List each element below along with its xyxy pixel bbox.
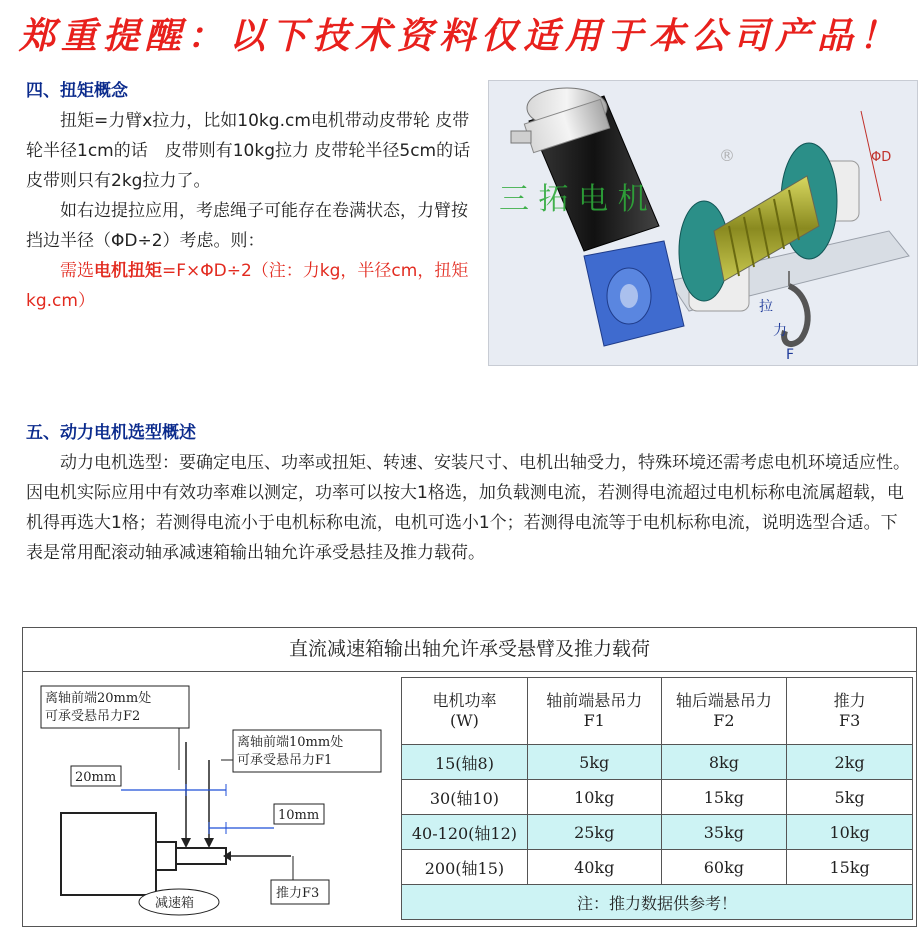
header-f1-l1: 轴前端悬吊力 [546, 691, 643, 710]
header-power [402, 678, 528, 745]
section4-paragraph-3 [26, 256, 478, 316]
header-f2-l2: F2 [713, 711, 735, 730]
registered-mark: ® [719, 146, 735, 165]
header-f2 [661, 678, 787, 745]
table-cell: 40kg [527, 850, 661, 885]
output-shaft [176, 848, 226, 864]
photo-watermark: 三 拓 电 机 [499, 182, 648, 217]
header-f3-l2: F3 [838, 711, 861, 730]
header-f1 [527, 678, 661, 745]
header-f3 [787, 678, 913, 745]
p3-suffix: =F×ΦD÷2（注：力kg，半径cm，扭矩kg.cm） [26, 261, 469, 311]
section5-body [26, 448, 910, 568]
gearbox-block [61, 813, 156, 895]
p3-prefix: 需选 [60, 261, 94, 281]
motor-winch-photo [488, 80, 918, 366]
table-cell: 10kg [787, 815, 913, 850]
section4-body [26, 106, 488, 316]
section4-paragraph-2: 如右边提拉应用，考虑绳子可能存在卷满状态，力臂按挡边半径（ΦD÷2）考虑。则： [26, 201, 468, 251]
dim-20mm: 20mm [75, 770, 117, 785]
table-cell: 5kg [527, 745, 661, 780]
table-cell: 5kg [787, 780, 913, 815]
header-power-l1: 电机功率 [432, 691, 497, 710]
gearbox-label: 减速箱 [155, 896, 195, 911]
header-f3-l1: 推力 [833, 691, 866, 710]
table-row [402, 780, 913, 815]
table-note: 注：推力数据供参考！ [402, 885, 913, 920]
force-label-1: 拉 [759, 299, 773, 315]
force-label-3: F [786, 347, 795, 363]
header-power-l2: (W) [449, 711, 479, 730]
shaft-load-diagram [31, 680, 401, 920]
table-cell: 35kg [661, 815, 787, 850]
f2-label-line2: 可承受悬吊力F2 [45, 709, 141, 724]
table-cell: 8kg [661, 745, 787, 780]
table-cell: 15kg [787, 850, 913, 885]
dim-10mm: 10mm [278, 808, 320, 823]
thrust-label: 推力F3 [276, 886, 320, 901]
section4-title: 四、扭矩概念 [26, 81, 128, 101]
p3-highlight: 电机扭矩 [94, 261, 162, 281]
load-table [401, 677, 913, 920]
table-cell: 15(轴8) [402, 745, 528, 780]
motor-winch-illustration [489, 81, 917, 365]
f1-label-line2: 可承受悬吊力F1 [237, 753, 333, 768]
f2-label-line1: 离轴前端20mm处 [45, 691, 152, 706]
warning-banner [0, 0, 920, 72]
section5-paragraph: 动力电机选型：要确定电压、功率或扭矩、转速、安装尺寸、电机出轴受力，特殊环境还需考虑电机环境适应性。因电机实际应用中有效功率难以测定，功率可以按大1格选，加负载测电流，若测得电流超过电机标称电流属超载，电机得再选大1格；若测得电流小于电机标称电流，电机可选小1个；若测得电流等于电机标称电流，说明选型合适。下表是常用配滚动轴承减速箱输出轴允许承受悬挂及推力载荷。 [26, 453, 910, 563]
table-row [402, 850, 913, 885]
table-cell: 30(轴10) [402, 780, 528, 815]
section5-title: 五、动力电机选型概述 [26, 423, 196, 443]
table-note-row [402, 885, 913, 920]
table-cell: 40-120(轴12) [402, 815, 528, 850]
table-title: 直流减速箱输出轴允许承受悬臂及推力载荷 [23, 628, 916, 672]
banner-text: 郑重提醒：以下技术资料仅适用于本公司产品！ [18, 15, 901, 57]
header-f1-l2: F1 [583, 711, 605, 730]
table-cell: 10kg [527, 780, 661, 815]
f1-label-line1: 离轴前端10mm处 [237, 735, 344, 750]
table-cell: 2kg [787, 745, 913, 780]
table-cell: 15kg [661, 780, 787, 815]
table-row [402, 815, 913, 850]
table-cell: 60kg [661, 850, 787, 885]
section4-paragraph-1: 扭矩=力臂x拉力，比如10kg.cm电机带动皮带轮 皮带轮半径1cm的话 皮带则有10kg拉力 皮带轮半径5cm的话 皮带则只有2kg拉力了。 [26, 111, 488, 191]
force-label-2: 力 [773, 323, 787, 339]
table-row [402, 745, 913, 780]
table-header-row [402, 678, 913, 745]
phi-d-label: ΦD [871, 150, 892, 165]
header-f2-l1: 轴后端悬吊力 [675, 691, 772, 710]
load-table-panel [22, 627, 917, 927]
table-cell: 25kg [527, 815, 661, 850]
table-cell: 200(轴15) [402, 850, 528, 885]
